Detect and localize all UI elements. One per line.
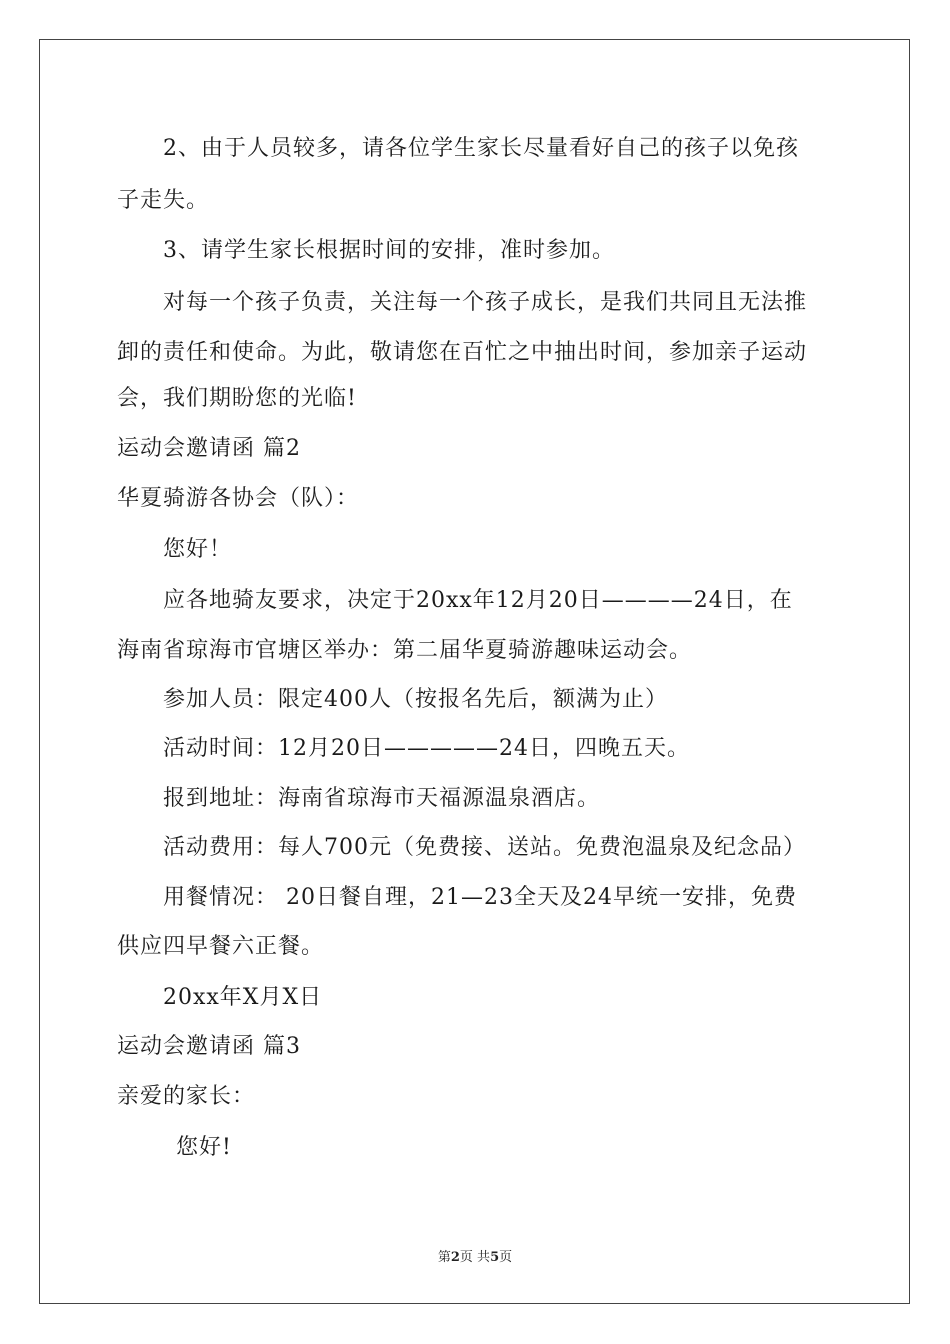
text-line: 海南省琼海市官塘区举办：第二届华夏骑游趣味运动会。 (117, 638, 693, 663)
page-border (39, 39, 910, 1304)
text-line: 子走失。 (117, 188, 210, 213)
footer-prefix: 第 (437, 1250, 451, 1265)
text-line: 参加人员：限定400人（按报名先后，额满为止） (163, 687, 668, 712)
greeting: 您好！ (163, 537, 233, 562)
salutation: 华夏骑游各协会（队）： (117, 486, 360, 511)
text-line: 会，我们期盼您的光临! (117, 386, 357, 411)
text-line: 供应四早餐六正餐。 (117, 934, 325, 959)
text-line: 报到地址：海南省琼海市天福源温泉酒店。 (163, 786, 601, 811)
text-line: 用餐情况： 20日餐自理，21—23全天及24早统一安排，免费 (163, 885, 797, 910)
total-pages-number: 5 (490, 1250, 500, 1265)
current-page-number: 2 (450, 1250, 460, 1265)
text-line: 2、由于人员较多，请各位学生家长尽量看好自己的孩子以免孩 (163, 136, 799, 161)
text-line: 对每一个孩子负责，关注每一个孩子成长，是我们共同且无法推 (163, 290, 808, 315)
text-line: 活动费用：每人700元（免费接、送站。免费泡温泉及纪念品） (163, 835, 806, 860)
text-line: 3、请学生家长根据时间的安排，准时参加。 (163, 238, 615, 263)
greeting: 您好! (176, 1135, 232, 1160)
text-line: 应各地骑友要求，决定于20xx年12月20日————24日，在 (163, 588, 793, 613)
section-heading: 运动会邀请函 篇2 (117, 436, 301, 461)
page-footer (0, 1246, 950, 1265)
section-heading: 运动会邀请函 篇3 (117, 1034, 301, 1059)
salutation: 亲爱的家长： (117, 1084, 256, 1109)
footer-suffix: 页 (499, 1250, 513, 1265)
text-line: 活动时间：12月20日—————24日，四晚五天。 (163, 736, 690, 761)
footer-mid: 页 共 (459, 1250, 491, 1265)
text-line: 卸的责任和使命。为此，敬请您在百忙之中抽出时间，参加亲子运动 (117, 340, 808, 365)
date-line: 20xx年X月X日 (163, 985, 323, 1010)
